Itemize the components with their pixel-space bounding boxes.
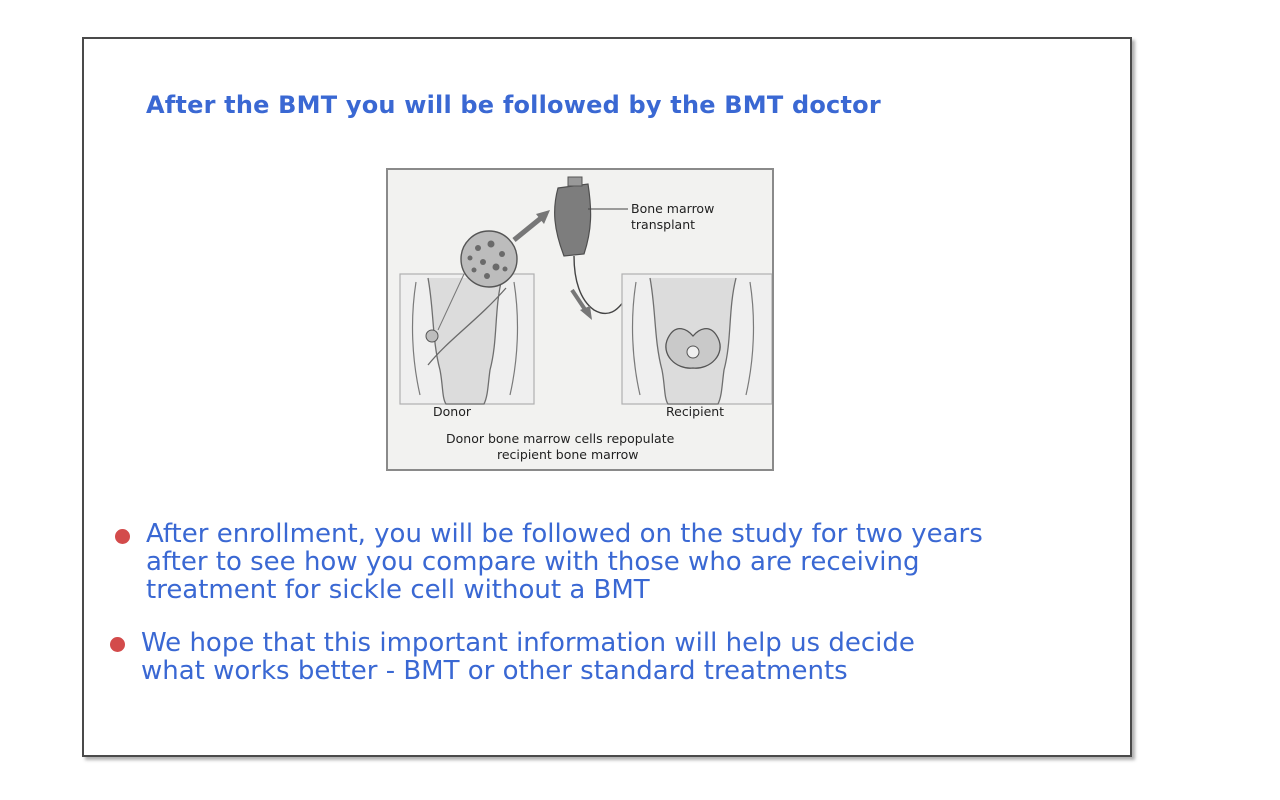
bullet-dot — [115, 529, 130, 544]
bullet-2-line1: We hope that this important information will help us decide — [141, 628, 915, 658]
iv-bag — [555, 184, 591, 256]
bag-label-line1: Bone marrow — [631, 201, 715, 216]
slide-title: After the BMT you will be followed by the BMT doctor — [146, 91, 881, 119]
bullet-dot — [110, 637, 125, 652]
bullet-1-line2: after to see how you compare with those who are receiving — [146, 547, 920, 577]
slide — [82, 37, 1132, 757]
figure-caption-line1: Donor bone marrow cells repopulate — [446, 431, 675, 446]
bmt-illustration — [386, 168, 774, 471]
harvest-site — [426, 330, 438, 342]
figure-caption-line2: recipient bone marrow — [497, 447, 639, 462]
bullet-1-line1: After enrollment, you will be followed on the study for two years — [146, 519, 983, 549]
bullet-2-line2: what works better - BMT or other standard treatments — [141, 656, 848, 686]
bullet-item-2 — [141, 629, 915, 685]
bag-label-line2: transplant — [631, 217, 696, 232]
donor-label: Donor — [433, 404, 471, 419]
recipient-label: Recipient — [666, 404, 725, 419]
bullet-item-1 — [146, 520, 983, 604]
bmt-diagram — [388, 170, 774, 471]
bullet-1-line3: treatment for sickle cell without a BMT — [146, 575, 650, 605]
